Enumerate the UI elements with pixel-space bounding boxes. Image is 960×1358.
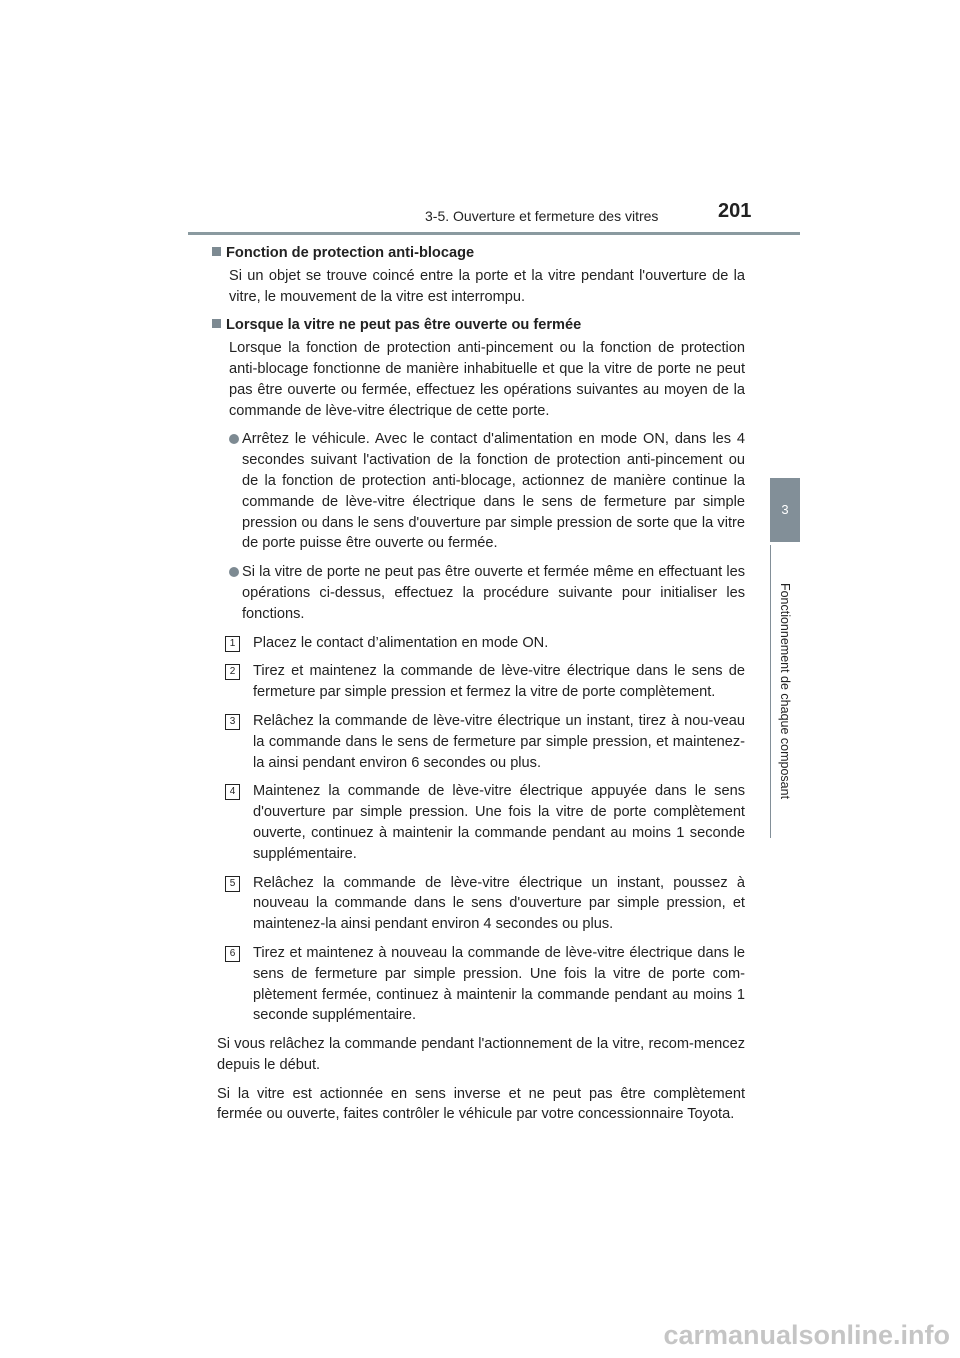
step-text: Placez le contact d’alimentation en mode ON.	[253, 634, 549, 651]
section-heading	[212, 315, 745, 336]
step-text: Tirez et maintenez la commande de lève-vitre électrique dans le sens de fermeture par simple pression et fermez la vitre de porte complètement.	[253, 663, 745, 701]
circle-bullet-icon	[229, 434, 239, 444]
bullet-item	[229, 429, 745, 554]
paragraph: Si vous relâchez la commande pendant l'actionnement de la vitre, recom-mencez depuis le début.	[217, 1036, 745, 1073]
chapter-tab: 3	[770, 478, 800, 542]
step-number-box: 4	[225, 784, 240, 800]
paragraph: Lorsque la fonction de protection anti-pincement ou la fonction de protection anti-blocage fonctionne de manière inhabituelle et que la vitre de porte ne peut pas être ouverte ou fermée, effectuez les opérations suivantes au moyen de la commande de lève-vitre électrique de cette porte.	[229, 340, 745, 419]
step-item	[229, 943, 745, 1026]
bullet-item	[229, 562, 745, 624]
page-content	[212, 243, 745, 1133]
section-title: 3-5. Ouverture et fermeture des vitres	[425, 208, 659, 224]
square-bullet-icon	[212, 319, 221, 328]
paragraph: Si la vitre est actionnée en sens inverse et ne peut pas être complètement fermée ou ouverte, faites contrôler le véhicule par votre concessionnaire Toyota.	[217, 1085, 745, 1123]
step-number-box: 5	[225, 876, 240, 892]
chapter-label: Fonctionnement de chaque composant	[778, 582, 792, 800]
page-number: 201	[718, 200, 752, 222]
step-number-box: 6	[225, 946, 240, 962]
bullet-text: Si la vitre de porte ne peut pas être ouverte et fermée même en effectuant les opérations ci-dessus, effectuez la procédure suivante pour initialiser les fonctions.	[242, 564, 745, 622]
circle-bullet-icon	[229, 567, 239, 577]
step-text: Tirez et maintenez à nouveau la commande de lève-vitre électrique dans le sens de fermeture par simple pression. Une fois la vitre de porte com-plètement fermée, continuez à maintenir la commande pendant au moins 1 seconde supplémentaire.	[253, 944, 745, 1024]
step-item	[229, 873, 745, 935]
step-text: Relâchez la commande de lève-vitre électrique un instant, poussez à nouveau la commande dans le sens d'ouverture par simple pression, et maintenez-la ainsi pendant environ 4 secondes ou plus.	[253, 874, 745, 933]
watermark: carmanualsonline.info	[663, 1320, 950, 1350]
step-number-box: 3	[225, 714, 240, 730]
square-bullet-icon	[212, 247, 221, 256]
section-heading	[212, 243, 745, 264]
step-number-box: 1	[225, 636, 240, 652]
step-text: Maintenez la commande de lève-vitre électrique appuyée dans le sens d'ouverture par simple pression. Une fois la vitre de porte complètement ouverte, continuez à maintenir la commande pendant au moins 1 seconde supplémentaire.	[253, 783, 745, 862]
bullet-text: Arrêtez le véhicule. Avec le contact d'alimentation en mode ON, dans les 4 secondes suivant l'activation de la fonction de protection anti-pincement ou de la fonction de protection anti-blocage, actionnez de manière continue la commande de lève-vitre électrique dans le sens de fermeture par simple pression ou dans le sens d'ouverture par simple pression de sorte que la vitre de porte puisse être ouverte ou fermée.	[242, 431, 745, 552]
step-number-box: 2	[225, 664, 240, 680]
step-item	[229, 661, 745, 703]
step-item	[229, 711, 745, 773]
step-item	[229, 633, 745, 654]
paragraph: Si un objet se trouve coincé entre la porte et la vitre pendant l'ouverture de la vitre, le mouvement de la vitre est interrompu.	[229, 267, 745, 305]
heading-text: Fonction de protection anti-blocage	[226, 245, 475, 261]
step-text: Relâchez la commande de lève-vitre électrique un instant, tirez à nou-veau la commande dans le sens de fermeture par simple pression, et maintenez-la ainsi pendant environ 6 secondes ou plus.	[253, 712, 745, 771]
step-item	[229, 781, 745, 864]
header-divider	[188, 232, 800, 235]
heading-text: Lorsque la vitre ne peut pas être ouverte ou fermée	[226, 317, 582, 334]
